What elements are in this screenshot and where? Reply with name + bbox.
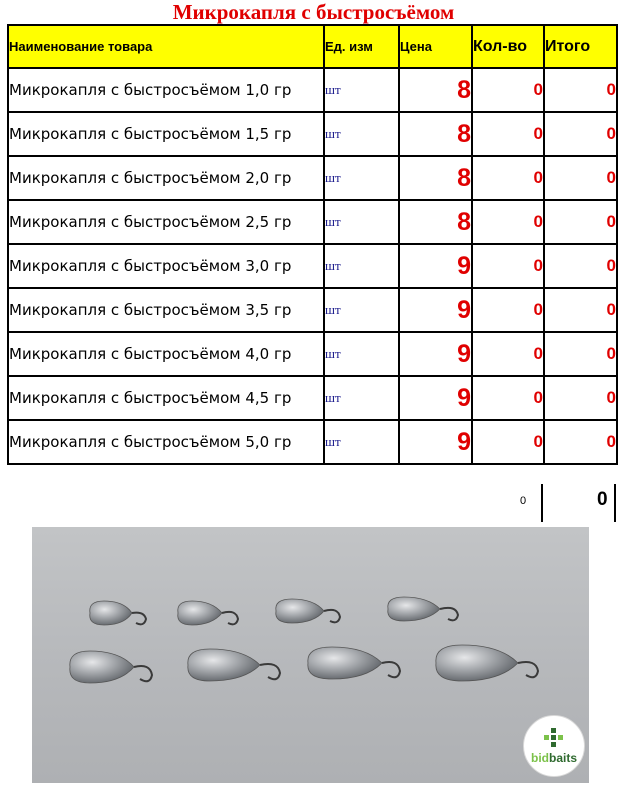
summary-divider [614, 484, 616, 522]
price-cell: 9 [399, 288, 472, 332]
unit-cell: шт [324, 200, 399, 244]
logo-text-part: bid [530, 751, 549, 765]
table-row [8, 156, 617, 200]
bidbaits-logo [523, 715, 585, 777]
header-unit: Ед. изм [324, 25, 399, 68]
lure-sinker [90, 601, 146, 625]
product-name-cell: Микрокапля с быстросъёмом 5,0 гр [8, 420, 324, 464]
price-cell: 8 [399, 156, 472, 200]
quantity-cell[interactable]: 0 [472, 244, 544, 288]
unit-cell: шт [324, 332, 399, 376]
page-title: Микрокапля с быстросъёмом [172, 0, 455, 24]
table-header-row [8, 25, 617, 68]
logo-dots-icon [543, 727, 565, 749]
price-cell: 8 [399, 200, 472, 244]
logo-text-part: baits [548, 751, 577, 765]
summary-quantity: 0 [520, 495, 527, 507]
total-cell: 0 [544, 112, 617, 156]
lure-sinker [178, 601, 238, 625]
total-cell: 0 [544, 68, 617, 112]
quantity-cell[interactable]: 0 [472, 68, 544, 112]
lure-sinker [308, 647, 400, 679]
unit-cell: шт [324, 156, 399, 200]
quantity-cell[interactable]: 0 [472, 156, 544, 200]
product-name-cell: Микрокапля с быстросъёмом 2,0 гр [8, 156, 324, 200]
lure-sinker [388, 597, 458, 621]
logo-text [531, 751, 577, 765]
price-table [7, 24, 618, 465]
total-cell: 0 [544, 332, 617, 376]
table-row [8, 200, 617, 244]
product-name-cell: Микрокапля с быстросъёмом 3,0 гр [8, 244, 324, 288]
unit-cell: шт [324, 112, 399, 156]
total-cell: 0 [544, 376, 617, 420]
unit-cell: шт [324, 68, 399, 112]
lure-sinker [70, 651, 152, 683]
quantity-cell[interactable]: 0 [472, 420, 544, 464]
table-row [8, 68, 617, 112]
price-cell: 9 [399, 376, 472, 420]
total-cell: 0 [544, 156, 617, 200]
table-row [8, 332, 617, 376]
table-row [8, 420, 617, 464]
header-total: Итого [544, 25, 617, 68]
table-row [8, 112, 617, 156]
header-product-name: Наименование товара [8, 25, 324, 68]
unit-cell: шт [324, 420, 399, 464]
unit-cell: шт [324, 376, 399, 420]
quantity-cell[interactable]: 0 [472, 332, 544, 376]
price-cell: 9 [399, 332, 472, 376]
unit-cell: шт [324, 244, 399, 288]
lure-sinker [436, 645, 538, 681]
summary-total: 0 [597, 489, 608, 510]
product-photo-image [32, 527, 589, 783]
table-row [8, 288, 617, 332]
summary-divider [541, 484, 543, 522]
table-row [8, 244, 617, 288]
product-name-cell: Микрокапля с быстросъёмом 2,5 гр [8, 200, 324, 244]
price-cell: 9 [399, 420, 472, 464]
total-cell: 0 [544, 420, 617, 464]
header-quantity: Кол-во [472, 25, 544, 68]
table-row [8, 376, 617, 420]
quantity-cell[interactable]: 0 [472, 376, 544, 420]
lure-sinker [276, 599, 340, 623]
quantity-cell[interactable]: 0 [472, 200, 544, 244]
product-name-cell: Микрокапля с быстросъёмом 1,5 гр [8, 112, 324, 156]
price-cell: 9 [399, 244, 472, 288]
product-name-cell: Микрокапля с быстросъёмом 4,5 гр [8, 376, 324, 420]
total-cell: 0 [544, 244, 617, 288]
quantity-cell[interactable]: 0 [472, 112, 544, 156]
price-cell: 8 [399, 112, 472, 156]
product-name-cell: Микрокапля с быстросъёмом 1,0 гр [8, 68, 324, 112]
product-name-cell: Микрокапля с быстросъёмом 3,5 гр [8, 288, 324, 332]
product-name-cell: Микрокапля с быстросъёмом 4,0 гр [8, 332, 324, 376]
price-cell: 8 [399, 68, 472, 112]
total-cell: 0 [544, 288, 617, 332]
unit-cell: шт [324, 288, 399, 332]
quantity-cell[interactable]: 0 [472, 288, 544, 332]
header-price: Цена [399, 25, 472, 68]
total-cell: 0 [544, 200, 617, 244]
product-photo [32, 527, 589, 783]
lure-sinker [188, 649, 280, 681]
